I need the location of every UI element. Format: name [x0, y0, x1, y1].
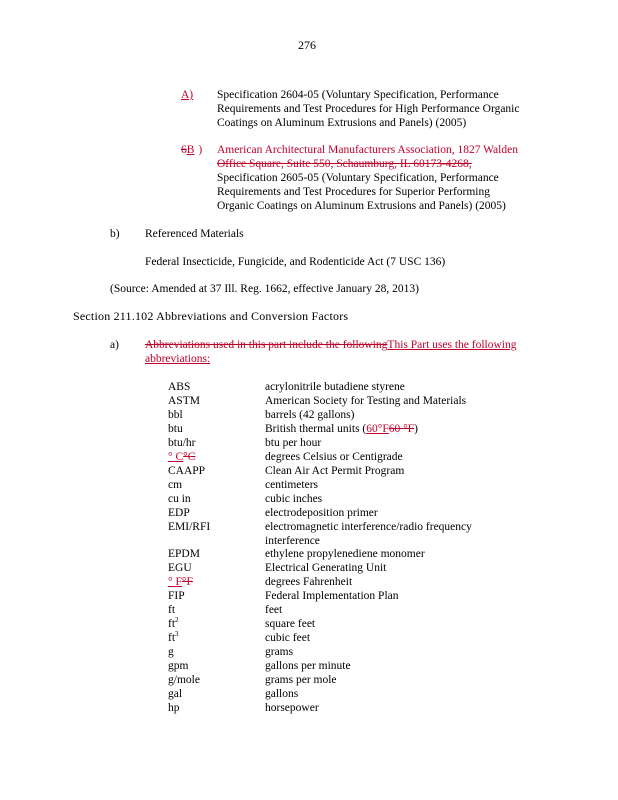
- abbr-definition: electrodeposition primer: [265, 507, 378, 519]
- table-row: [0, 659, 618, 673]
- abbr-term: EPDM: [168, 548, 200, 560]
- item-a-label: A): [181, 89, 194, 101]
- table-row: [0, 575, 618, 589]
- para-a-line-1: Abbreviations used in this part include the followingThis Part uses the following: [145, 339, 517, 351]
- table-row: [0, 520, 618, 534]
- abbr-definition: barrels (42 gallons): [265, 409, 355, 421]
- abbr-term: gal: [168, 688, 183, 700]
- item-a-line-1: Specification 2604-05 (Voluntary Specification, Performance: [217, 89, 499, 101]
- table-row: [0, 603, 618, 617]
- table-row: [0, 701, 618, 715]
- item-b-line-2: Requirements and Test Procedures for Superior Performing: [217, 186, 491, 198]
- item-b-red-line-2-deleted: Office Square, Suite 550, Schaumburg, IL 60173-4268,: [217, 158, 472, 170]
- table-row: [0, 673, 618, 687]
- abbr-definition: gallons: [265, 688, 299, 700]
- source-note: (Source: Amended at 37 Ill. Reg. 1662, effective January 28, 2013): [110, 283, 419, 295]
- abbr-definition: Electrical Generating Unit: [265, 562, 387, 574]
- abbr-definition: gallons per minute: [265, 660, 351, 672]
- table-row: [0, 506, 618, 520]
- abbr-term: EGU: [168, 562, 192, 574]
- abbr-definition: feet: [265, 604, 283, 616]
- item-b-red-line-1: American Architectural Manufacturers Association, 1827 Walden: [217, 144, 518, 156]
- table-row: [0, 617, 618, 631]
- abbr-definition: acrylonitrile butadiene styrene: [265, 381, 405, 393]
- table-row: [0, 561, 618, 575]
- abbr-definition: Federal Implementation Plan: [265, 590, 399, 602]
- para-a-label: a): [110, 339, 119, 351]
- abbr-definition: American Society for Testing and Materials: [265, 395, 467, 407]
- item-a-line-3: Coatings on Aluminum Extrusions and Panels) (2005): [217, 117, 467, 129]
- abbr-definition: British thermal units (60°F60 °F): [265, 423, 418, 435]
- item-a-line-2: Requirements and Test Procedures for High Performance Organic: [217, 103, 520, 115]
- abbr-term: CAAPP: [168, 465, 206, 477]
- abbr-definition: ethylene propylenediene monomer: [265, 548, 425, 560]
- abbr-definition: degrees Celsius or Centigrade: [265, 451, 403, 463]
- item-b-line-3: Organic Coatings on Aluminum Extrusions and Panels) (2005): [217, 200, 506, 212]
- abbr-term: EDP: [168, 507, 190, 519]
- abbr-definition: grams: [265, 646, 294, 658]
- abbr-definition: horsepower: [265, 702, 319, 714]
- table-row: [0, 422, 618, 436]
- abbr-definition: degrees Fahrenheit: [265, 576, 353, 588]
- abbr-definition: Clean Air Act Permit Program: [265, 465, 405, 477]
- abbr-term: EMI/RFI: [168, 521, 211, 533]
- abbr-term: cm: [168, 479, 183, 491]
- abbr-term: $ft^2$: [168, 616, 179, 630]
- section-b-heading: Referenced Materials: [145, 228, 244, 240]
- abbr-definition: centimeters: [265, 479, 319, 491]
- abbr-term: $ft^3$: [168, 630, 179, 644]
- abbr-term: ° C°C: [168, 451, 196, 463]
- abbr-definition: interference: [265, 535, 320, 547]
- abbr-term: g/mole: [168, 674, 200, 686]
- abbr-term: ABS: [168, 381, 191, 393]
- section-b-item: Federal Insecticide, Fungicide, and Rodenticide Act (7 USC 136): [145, 256, 446, 268]
- abbr-term: ASTM: [168, 395, 200, 407]
- page-number: 276: [298, 38, 316, 52]
- abbr-term: FIP: [168, 590, 185, 602]
- abbr-term: g: [168, 646, 174, 658]
- table-row: [0, 492, 618, 506]
- table-row: [0, 687, 618, 701]
- table-row: [0, 380, 618, 394]
- abbr-definition: cubic feet: [265, 632, 311, 644]
- abbr-term: ° F°F: [168, 576, 193, 588]
- table-row: [0, 436, 618, 450]
- section-title: Section 211.102 Abbreviations and Conversion Factors: [73, 309, 349, 323]
- table-row: [0, 408, 618, 422]
- table-row: [0, 631, 618, 645]
- abbr-term: cu in: [168, 493, 191, 505]
- item-b-label: 6B ): [181, 144, 203, 156]
- section-b-label: b): [110, 228, 120, 240]
- abbr-term: btu: [168, 423, 183, 435]
- abbr-definition: cubic inches: [265, 493, 323, 505]
- table-row: [0, 645, 618, 659]
- abbr-definition: square feet: [265, 618, 316, 630]
- abbr-term: ft: [168, 604, 176, 616]
- table-row: [0, 394, 618, 408]
- table-row-continuation: [0, 534, 618, 548]
- abbr-term: btu/hr: [168, 437, 196, 449]
- table-row: [0, 547, 618, 561]
- table-row: [0, 589, 618, 603]
- abbr-definition: electromagnetic interference/radio frequency: [265, 521, 472, 533]
- table-row: [0, 464, 618, 478]
- abbr-definition: grams per mole: [265, 674, 337, 686]
- table-row: [0, 478, 618, 492]
- abbr-term: bbl: [168, 409, 183, 421]
- abbr-definition: btu per hour: [265, 437, 322, 449]
- item-b-line-1: Specification 2605-05 (Voluntary Specification, Performance: [217, 172, 499, 184]
- abbr-term: hp: [168, 702, 180, 714]
- para-a-line-2: abbreviations:: [145, 353, 211, 365]
- table-row: [0, 450, 618, 464]
- abbr-term: gpm: [168, 660, 189, 672]
